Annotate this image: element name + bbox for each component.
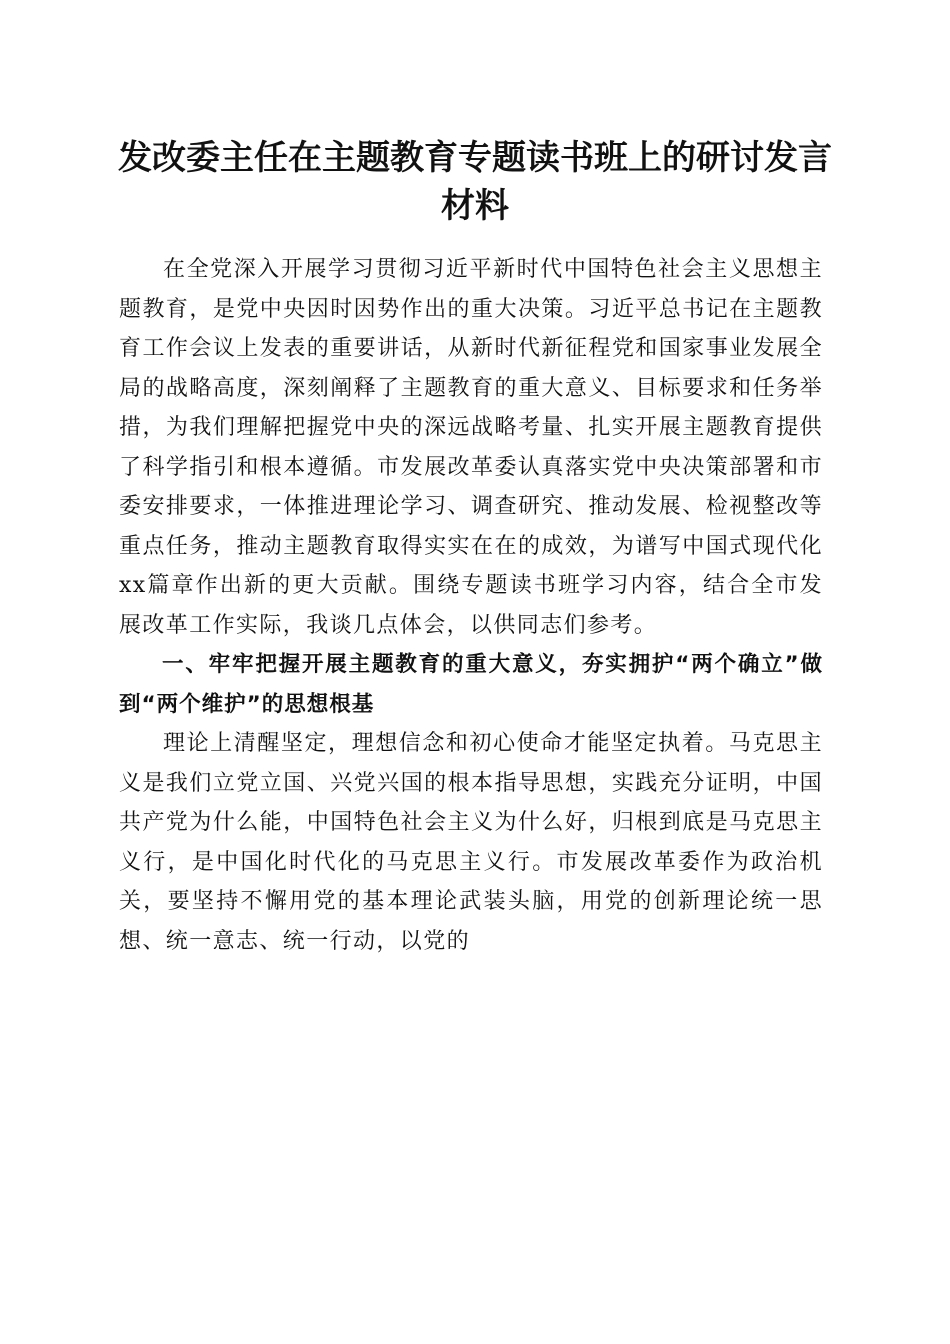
document-body [119,250,823,961]
section-heading-1: 一、牢牢把握开展主题教育的重大意义，夯实拥护“两个确立”做到“两个维护”的思想根基 [119,652,823,717]
document-title: 发改委主任在主题教育专题读书班上的研讨发言材料 [118,138,832,226]
intro-paragraph: 在全党深入开展学习贯彻习近平新时代中国特色社会主义思想主题教育，是党中央因时因势作出的重大决策。习近平总书记在主题教育工作会议上发表的重要讲话，从新时代新征程党和国家事业发展全局的战略高度，深刻阐释了主题教育的重大意义、目标要求和任务举措，为我们理解把握党中央的深远战略考量、扎实开展主题教育提供了科学指引和根本遵循。市发展改革委认真落实党中央决策部署和市委安排要求，一体推进理论学习、调查研究、推动发展、检视整改等重点任务，推动主题教育取得实实在在的成效，为谱写中国式现代化xx篇章作出新的更大贡献。围绕专题读书班学习内容，结合全市发展改革工作实际，我谈几点体会，以供同志们参考。 [119,257,823,638]
section-1-paragraph: 理论上清醒坚定，理想信念和初心使命才能坚定执着。马克思主义是我们立党立国、兴党兴国的根本指导思想，实践充分证明，中国共产党为什么能，中国特色社会主义为什么好，归根到底是马克思主义行，是中国化时代化的马克思主义行。市发展改革委作为政治机关，要坚持不懈用党的基本理论武装头脑，用党的创新理论统一思想、统一意志、统一行动，以党的 [119,731,823,954]
